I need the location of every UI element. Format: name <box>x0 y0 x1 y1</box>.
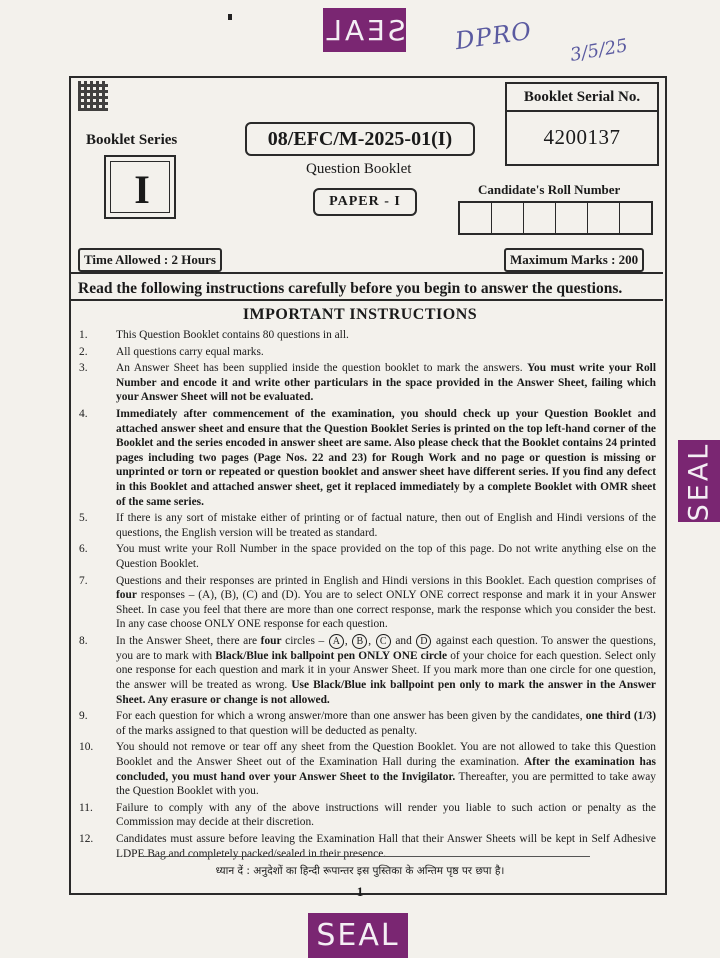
circle-a-icon: A <box>329 634 344 649</box>
item-number: 6. <box>79 543 88 556</box>
instruction-item <box>74 345 656 360</box>
item-text-part: of your choice for each question. Select only one response for each question and mark it in your Answer Sheet. If you mark more than one circle for one question, the answer will be treated as wrong. <box>116 649 656 692</box>
handwritten-date: 3/5/25 <box>568 35 630 66</box>
circle-d-icon: D <box>416 634 431 649</box>
instruction-item <box>74 407 656 509</box>
item-number: 2. <box>79 345 88 358</box>
item-text: Failure to comply with any of the above instructions will render you liable to such action or penalty as the Commission may decide at their discretion. <box>116 801 656 829</box>
roll-digit-cell[interactable] <box>620 203 651 233</box>
item-text-bold: After the examination has concluded, you must hand over your Answer Sheet to the Invigilator. <box>116 756 656 783</box>
item-text-part: For each question for which a wrong answer/more than one answer has been given by the candidates, <box>116 710 583 723</box>
item-text-part: of the marks assigned to that question will be deducted as penalty. <box>116 724 418 737</box>
item-number: 3. <box>79 362 88 375</box>
seal-right: SEAL <box>678 440 720 522</box>
item-text-part: In the Answer Sheet, there are <box>116 634 258 647</box>
important-instructions-title: IMPORTANT INSTRUCTIONS <box>242 306 478 323</box>
instruction-item <box>74 740 656 798</box>
item-text-part: Questions and their responses are printed in English and Hindi versions in this Booklet. Each question comprises of <box>116 574 656 587</box>
page-number: 1 <box>356 884 364 899</box>
question-booklet-label: Question Booklet <box>306 161 412 177</box>
instruction-item <box>74 361 656 405</box>
item-text <box>116 574 656 632</box>
roll-number-grid[interactable] <box>458 201 653 235</box>
roll-digit-cell[interactable] <box>556 203 588 233</box>
booklet-series-box <box>104 155 176 219</box>
item-text <box>116 361 656 405</box>
divider <box>69 272 663 274</box>
item-text-part: and <box>395 634 412 647</box>
qr-code-icon <box>78 81 108 111</box>
item-text <box>116 407 656 509</box>
item-text: You must write your Roll Number in the space provided on the top of this page. Do not write anything else on the Question Booklet. <box>116 543 656 570</box>
handwritten-note: DPRO <box>453 16 534 56</box>
item-number: 4. <box>79 407 88 420</box>
item-text <box>116 709 656 738</box>
seal-bottom: SEAL <box>308 913 408 958</box>
seal-top: SEAL <box>323 8 406 52</box>
maximum-marks: Maximum Marks : 200 <box>504 248 644 272</box>
item-number: 5. <box>79 512 88 525</box>
instruction-item <box>74 328 656 343</box>
item-text-part: circles – <box>285 634 325 647</box>
item-number: 7. <box>79 574 88 587</box>
item-text: In the Answer Sheet, there are four circles – A , B , C and D against each question. To answer the questions, you are to mark with Black/Blue ink ballpoint pen ONLY ONE circle of your choice for each question. Select only one response for each question and mark it in your Answer Sheet. If you mark more than one circle for one question, the answer will be treated as wrong. Use Black/Blue ink ballpoint pen only to mark the answer in the Answer Sheet. Any erasure or change is not allowed. <box>116 634 656 706</box>
booklet-serial-label: Booklet Serial No. <box>507 84 657 112</box>
booklet-serial-box <box>505 82 659 166</box>
item-text-bold: Immediately after commencement of the examination, you should check up your Question Booklet and attached answer sheet and ensure that the Question Booklet Series is printed on the top left-hand corner of the Booklet and the series encoded in answer sheet are same. Also please check that the Booklet contains 24 printed pages including two pages (Page Nos. 22 and 23) for Rough Work and no page or question is missing or unprinted or torn or repeated or question booklet and answer sheet have different series. If you find any defect in this Booklet and attached answer sheet, get it replaced immediately by a complete Booklet with OMR sheet of the same series. <box>116 407 656 508</box>
item-text: Candidates must assure before leaving the Examination Hall that their Answer Sheets will be kept in Self Adhesive LDPE Bag and completely packed/sealed in their presence. <box>116 833 656 860</box>
booklet-series-label: Booklet Series <box>86 132 178 148</box>
item-number: 9. <box>79 710 88 723</box>
roll-digit-cell[interactable] <box>460 203 492 233</box>
ink-dot <box>228 14 232 20</box>
divider <box>69 299 663 301</box>
item-text-bold: You must write your Roll Number and encode it and write other particulars in the space provided in the Answer Sheet, failing which your Answer Sheet will not be evaluated. <box>116 362 656 404</box>
instruction-item <box>74 542 656 571</box>
booklet-series-letter: I <box>134 166 150 212</box>
item-text-part: An Answer Sheet has been supplied inside the question booklet to mark the answers. <box>116 362 523 375</box>
paper-label: PAPER - I <box>313 188 417 216</box>
divider <box>140 856 590 857</box>
exam-code: 08/EFC/M-2025-01(I) <box>245 122 475 156</box>
booklet-serial-number: 4200137 <box>543 124 621 149</box>
hindi-note: ध्यान दें : अनुदेशों का हिन्दी रूपान्तर इस पुस्तिका के अन्तिम पृष्ठ पर छपा है। <box>215 865 505 877</box>
item-number: 1. <box>79 329 88 341</box>
roll-digit-cell[interactable] <box>588 203 620 233</box>
item-text-bold: four <box>260 634 282 647</box>
item-text-part: Thereafter, you are permitted to take away the Question Booklet with you. <box>116 770 656 798</box>
item-text: All questions carry equal marks. <box>116 345 264 358</box>
item-text-bold: four <box>116 589 137 602</box>
time-allowed: Time Allowed : 2 Hours <box>78 248 222 272</box>
roll-digit-cell[interactable] <box>524 203 556 233</box>
circle-b-icon: B <box>352 634 367 649</box>
item-text <box>116 740 656 798</box>
read-instructions-line: Read the following instructions carefully before you begin to answer the questions. <box>78 280 623 297</box>
item-text: If there is any sort of mistake either of printing or of factual nature, then out of English and Hindi versions of the questions, the English version will be treated as standard. <box>116 512 656 539</box>
item-text: This Question Booklet contains 80 questions in all. <box>116 329 349 341</box>
item-text-part: You should not remove or tear off any sheet from the Question Booklet. You are not allowed to take this Question Booklet and the Answer Sheet out of the Examination Hall during the examination. <box>116 741 656 769</box>
roll-digit-cell[interactable] <box>492 203 524 233</box>
instruction-item <box>74 709 656 738</box>
circle-c-icon: C <box>376 634 391 649</box>
instructions-list <box>74 328 656 863</box>
item-text-bold: one third (1/3) <box>585 710 656 723</box>
instruction-item <box>74 574 656 632</box>
item-number: 12. <box>79 833 94 845</box>
instruction-item <box>74 634 656 707</box>
item-text-part: against each question. To answer the questions, you are to mark with <box>116 634 656 662</box>
item-text-bold: Use Black/Blue ink ballpoint pen only to mark the answer in the Answer Sheet. Any erasure or change is not allowed. <box>116 679 656 706</box>
roll-number-label: Candidate's Roll Number <box>478 182 621 197</box>
item-number: 10. <box>79 741 94 754</box>
instruction-item <box>74 511 656 540</box>
item-number: 11. <box>79 801 93 814</box>
item-text-bold: Black/Blue ink ballpoint pen ONLY ONE circle <box>215 649 448 662</box>
instruction-item <box>74 801 656 830</box>
item-text-part: responses – (A), (B), (C) and (D). You are to select ONLY ONE correct response and mark it in your Answer Sheet. In case you feel that there are more than one correct response, mark the response which you consider the best. In any case choose ONLY ONE response for each question. <box>116 589 656 631</box>
item-number: 8. <box>79 634 88 647</box>
